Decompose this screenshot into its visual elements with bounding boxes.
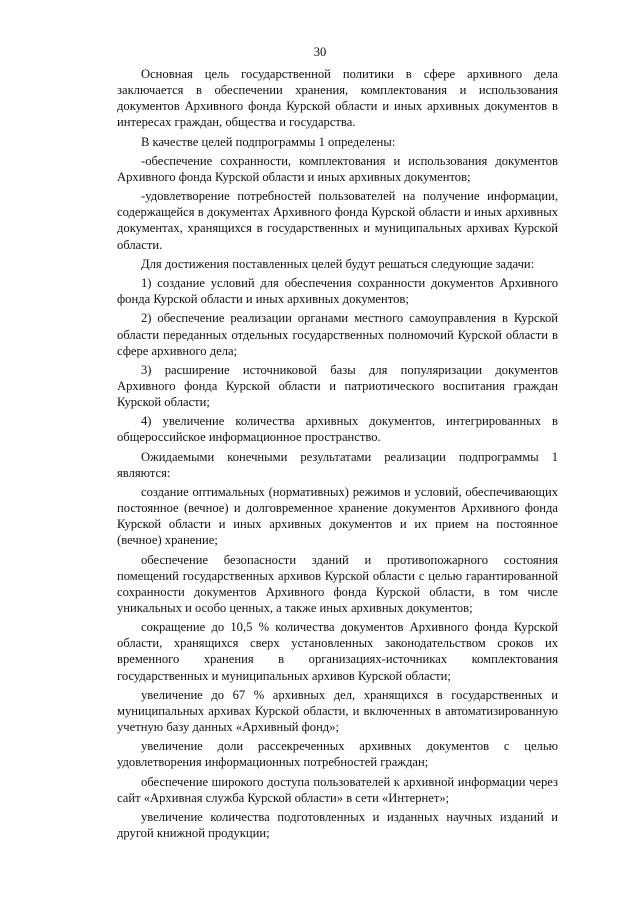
paragraph: создание оптимальных (нормативных) режимов и условий, обеспечивающих постоянное (вечное) и долговременное хранение документов Архивного фонда Курской области и иных архивных документов и их прием на постоянное (вечное) хранение; [117, 485, 558, 548]
paragraph: увеличение количества подготовленных и изданных научных изданий и другой книжной продукции; [117, 810, 558, 841]
paragraph: увеличение до 67 % архивных дел, хранящихся в государственных и муниципальных архивах Курской области, и включенных в автоматизированную учетную базу данных «Архивный фонд»; [117, 687, 558, 734]
paragraph: В качестве целей подпрограммы 1 определены: [141, 134, 396, 149]
page-number: 30 [313, 45, 327, 59]
paragraph: Основная цель государственной политики в сфере архивного дела заключается в обеспечении хранения, комплектования и использования документов Архивного фонда Курской области и иных архивных документов в интересах граждан, общества и государства. [117, 67, 558, 130]
paragraph: -обеспечение сохранности, комплектования и использования документов Архивного фонда Курской области и иных архивных документов; [117, 153, 558, 184]
paragraph: 3) расширение источниковой базы для популяризации документов Архивного фонда Курской области и патриотического воспитания граждан Курской области; [117, 362, 558, 410]
paragraph: -удовлетворение потребностей пользователей на получение информации, содержащейся в документах Архивного фонда Курской области и иных архивных документах, хранящихся в государственных и муниципальных архивах Курской области. [117, 189, 558, 252]
paragraph: обеспечение безопасности зданий и противопожарного состояния помещений государственных архивов Курской области с целью гарантированной сохранности документов Архивного фонда Курской области, в том числе уникальных и особо ценных, а также иных архивных документов; [117, 552, 558, 615]
paragraph: 1) создание условий для обеспечения сохранности документов Архивного фонда Курской области и иных архивных документов; [117, 276, 558, 307]
paragraph: Для достижения поставленных целей будут решаться следующие задачи: [141, 256, 535, 271]
paragraph: увеличение доли рассекреченных архивных документов с целью удовлетворения информационных потребностей граждан; [117, 739, 558, 770]
paragraph: обеспечение широкого доступа пользователей к архивной информации через сайт «Архивная служба Курской области» в сети «Интернет»; [117, 774, 558, 805]
body-text [117, 66, 558, 844]
paragraph: 4) увеличение количества архивных документов, интегрированных в общероссийское информационное пространство. [117, 414, 558, 445]
paragraph: Ожидаемыми конечными результатами реализации подпрограммы 1 являются: [117, 449, 558, 480]
paragraph: 2) обеспечение реализации органами местного самоуправления в Курской области переданных отдельных государственных полномочий Курской области в сфере архивного дела; [117, 311, 558, 358]
paragraph: сокращение до 10,5 % количества документов Архивного фонда Курской области, хранящихся сверх установленных законодательством сроков их временного хранения в организациях-источниках комплектования государственных и муниципальных архивов Курской области; [117, 620, 558, 683]
